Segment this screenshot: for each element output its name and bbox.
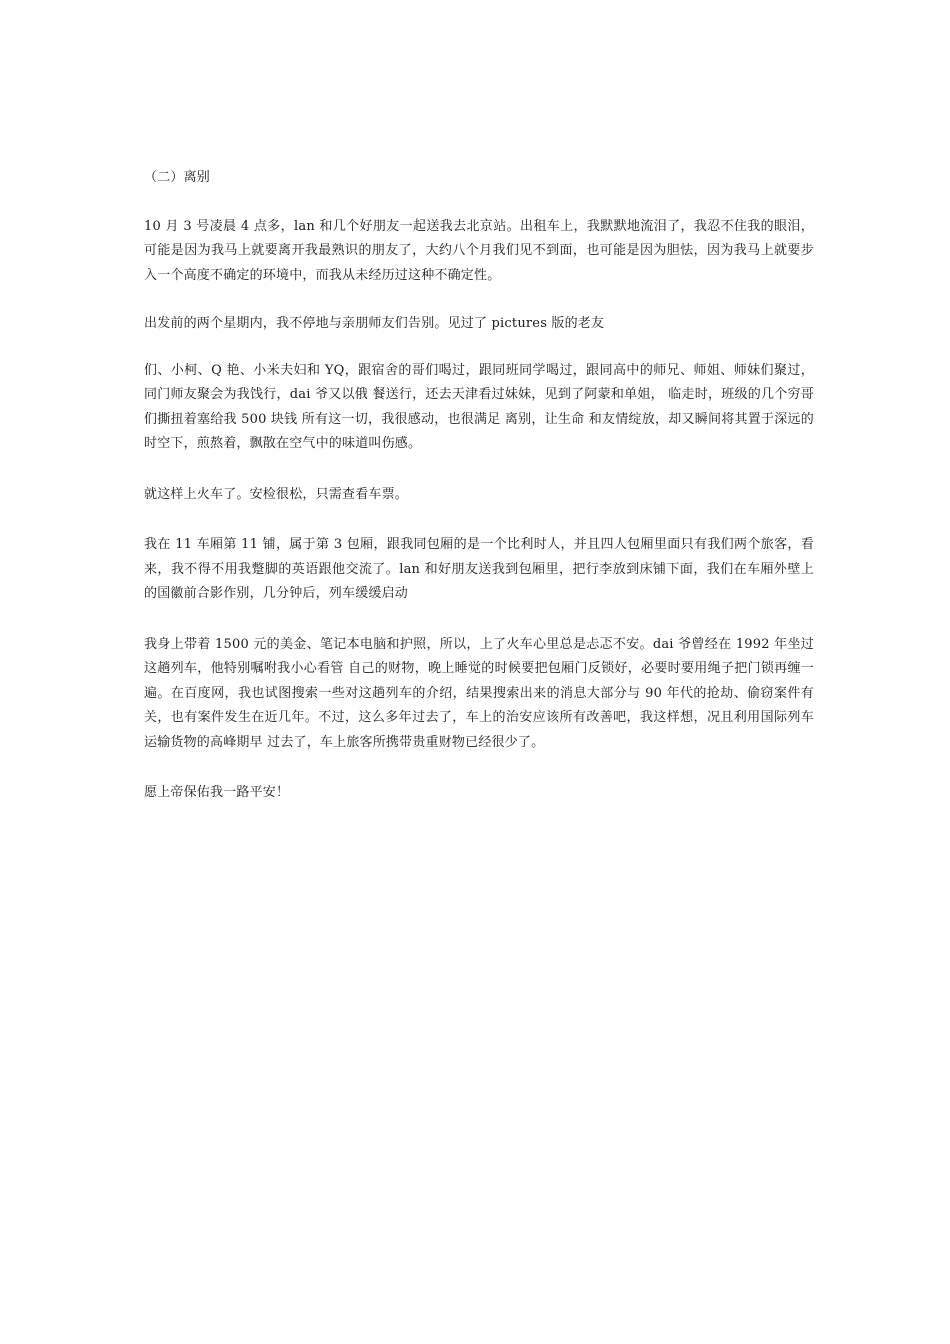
document-body [144, 166, 814, 830]
paragraph-valuables: 我身上带着 1500 元的美金、笔记本电脑和护照，所以，上了火车心里总是忐忑不安。dai 爷曾经在 1992 年坐过这趟列车，他特别嘱咐我小心看管 自己的财物，晚上睡觉的时候要把包厢门反锁好，必要时要用绳子把门锁再缠一遍。在百度网，我也试图搜索一些对这趟列车的介绍，结果搜索出来的消息大部分与 90 年代的抢劫、偷窃案件有关，也有案件发生在近几年。不过，这么多年过去了，车上的治安应该所有改善吧，我这样想，况且利用国际列车运输货物的高峰期早 过去了，车上旅客所携带贵重财物已经很少了。 [144, 636, 814, 750]
paragraph-departure: 10 月 3 号凌晨 4 点多，lan 和几个好朋友一起送我去北京站。出租车上，我默默地流泪了，我忍不住我的眼泪，可能是因为我马上就要离开我最熟识的朋友了，大约八个月我们见不到面，也可能是因为胆怯，因为我马上就要步入一个高度不确定的环境中，而我从未经历过这种不确定性。 [144, 218, 814, 283]
paragraph-compartment: 我在 11 车厢第 11 铺，属于第 3 包厢，跟我同包厢的是一个比利时人，并且四人包厢里面只有我们两个旅客，看来，我不得不用我蹩脚的英语跟他交流了。lan 和好朋友送我到包厢里，把行李放到床铺下面，我们在车厢外壁上的国徽前合影作别，几分钟后，列车缓缓启动 [144, 537, 814, 601]
paragraph-blessing: 愿上帝保佑我一路平安！ [144, 785, 290, 800]
paragraph-boarding: 就这样上火车了。安检很松，只需查看车票。 [144, 486, 409, 502]
paragraph-farewells-list: 们、小柯、Q 艳、小米夫妇和 YQ，跟宿舍的哥们喝过，跟同班同学喝过，跟同高中的师兄、师姐、师妹们聚过，同门师友聚会为我饯行，dai 爷又以俄 餐送行，还去天津看过妹妹，见到了阿蒙和单姐， 临走时，班级的几个穷哥们撕扭着塞给我 500 块钱 所有这一切，我很感动，也很满足 离别，让生命 和友情绽放，却又瞬间将其置于深远的时空下，煎熬着，飘散在空气中的味道叫伤感。 [144, 362, 814, 451]
section-heading: （二）离别 [144, 170, 211, 185]
paragraph-farewells-intro: 出发前的两个星期内，我不停地与亲朋师友们告别。见过了 pictures 版的老友 [144, 316, 605, 331]
